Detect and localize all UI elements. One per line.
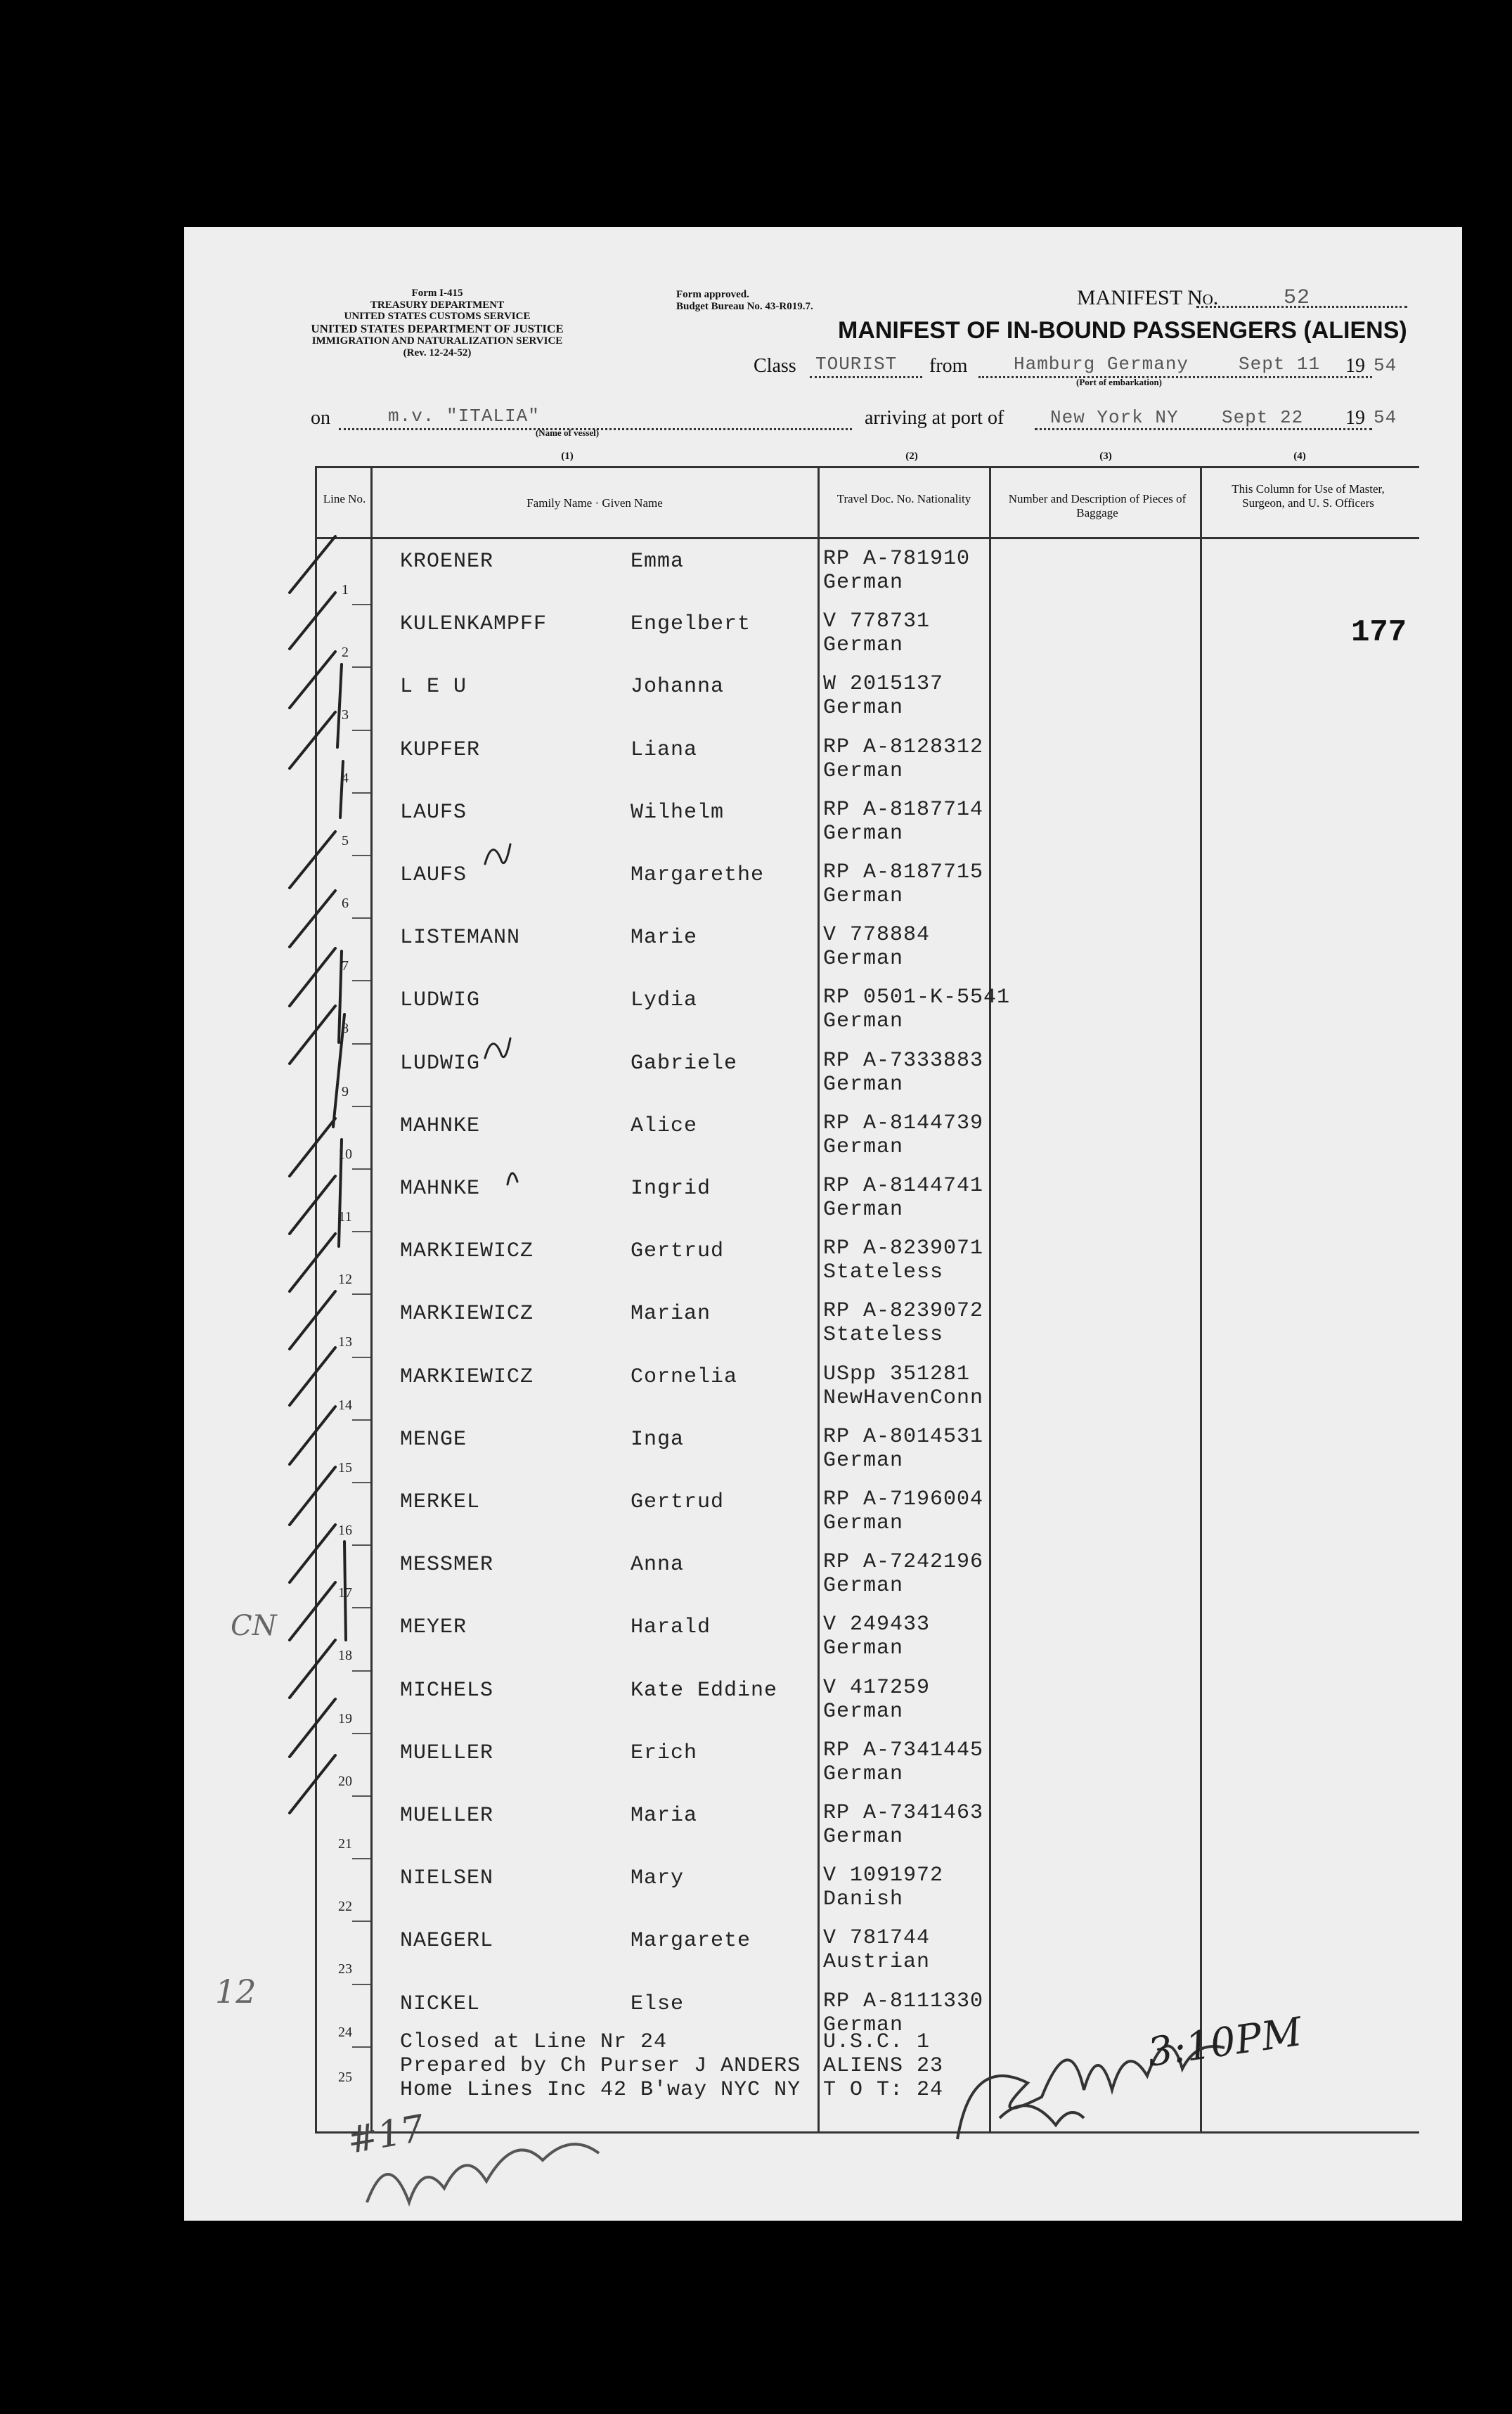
line-number: 3 [342,707,349,723]
vessel-name: m.v. "ITALIA" [388,406,540,427]
line-number: 7 [342,958,349,974]
nationality: German [823,1699,904,1724]
family-name: MICHELS [400,1678,494,1703]
nationality: German [823,947,904,972]
approved-text: Form approved. [676,289,749,300]
given-name: Kate Eddine [631,1678,778,1703]
footer-usc: U.S.C. 1 [823,2030,931,2054]
line-number: 15 [338,1459,352,1476]
col-num-2: (2) [905,451,918,462]
year1-value: 54 [1374,355,1397,376]
family-name: MARKIEWICZ [400,1364,534,1389]
year1-prefix: 19 [1345,355,1365,377]
nationality: German [823,1825,904,1849]
nationality: Stateless [823,1323,944,1348]
manifest-no-label: MANIFEST No. [1077,286,1219,309]
given-name: Wilhelm [631,800,725,825]
given-name: Johanna [631,675,725,699]
dept-justice: UNITED STATES DEPARTMENT OF JUSTICE [311,321,564,335]
line-number: 22 [338,1899,352,1915]
family-name: L E U [400,675,467,699]
given-name: Gabriele [631,1051,738,1076]
family-name: MENGE [400,1427,467,1452]
year2-value: 54 [1374,407,1397,428]
family-name: MARKIEWICZ [400,1239,534,1264]
line-number: 24 [338,2024,352,2040]
class-label: Class [754,355,796,377]
line-number: 6 [342,896,349,911]
budget-text: Budget Bureau No. 43-R019.7. [676,300,813,312]
travel-doc-number: W 2015137 [823,672,944,697]
from-value: Hamburg Germany [1014,354,1189,375]
footer-closed: Closed at Line Nr 24 [400,2030,668,2054]
nationality: German [823,1072,904,1097]
given-name: Margarete [631,1929,751,1954]
footer-company: Home Lines Inc 42 B'way NYC NY [400,2078,801,2102]
footer-prepared: Prepared by Ch Purser J ANDERS [400,2054,801,2078]
travel-doc-number: RP A-8144739 [823,1111,984,1135]
nationality: German [823,696,904,721]
dept-customs: UNITED STATES CUSTOMS SERVICE [344,311,531,322]
travel-doc-number: RP A-7333883 [823,1048,984,1073]
travel-doc-number: RP A-8111330 [823,1989,984,2013]
line-number: 14 [338,1397,352,1413]
given-name: Margarethe [631,863,765,887]
from-label: from [929,355,968,377]
travel-doc-number: RP A-8144741 [823,1174,984,1198]
header-line-no: Line No. [323,492,366,505]
given-name: Harald [631,1615,711,1640]
line-number: 19 [338,1710,352,1726]
given-name: Gertrud [631,1239,725,1264]
on-label: on [311,407,330,429]
given-name: Anna [631,1553,685,1577]
travel-doc-number: RP A-7341463 [823,1801,984,1825]
margin-note-cn: CN [231,1610,277,1642]
travel-doc-number: V 778884 [823,923,931,948]
family-name: MAHNKE [400,1177,481,1201]
family-name: KUPFER [400,737,481,762]
handwritten-marks [184,227,1462,2221]
given-name: Maria [631,1804,698,1828]
nationality: NewHavenConn [823,1386,984,1410]
class-value: TOURIST [815,354,898,375]
nationality: Stateless [823,1260,944,1285]
nationality: Austrian [823,1950,931,1975]
line-number: 13 [338,1334,352,1350]
vessel-caption: (Name of vessel) [535,427,600,438]
nationality: German [823,821,904,846]
travel-doc-number: RP A-7341445 [823,1738,984,1762]
travel-doc-number: RP A-781910 [823,547,971,571]
arrive-port: New York NY [1050,407,1179,428]
travel-doc-number: RP A-7242196 [823,1550,984,1575]
given-name: Emma [631,550,685,574]
header-name: Family Name · Given Name [526,496,663,510]
travel-doc-number: RP A-8187714 [823,797,984,822]
given-name: Alice [631,1114,698,1138]
line-number: 21 [338,1836,352,1852]
header-baggage: Number and Description of Pieces of Baggage [1008,492,1187,519]
travel-doc-number: V 778731 [823,609,931,634]
nationality: German [823,1198,904,1222]
line-number: 20 [338,1773,352,1789]
nationality: German [823,884,904,908]
nationality: German [823,1511,904,1535]
nationality: Danish [823,1887,904,1912]
nationality: German [823,2013,904,2037]
nationality: German [823,759,904,783]
travel-doc-number: V 781744 [823,1926,931,1951]
given-name: Ingrid [631,1177,711,1201]
travel-doc-number: USpp 351281 [823,1362,971,1386]
signature-time: 3:10PM [1144,2008,1305,2077]
family-name: LUDWIG [400,1051,481,1076]
form-revision: (Rev. 12-24-52) [403,347,472,359]
bottom-left-scribble [360,2118,655,2223]
family-name: LAUFS [400,863,467,887]
manifest-no-value: 52 [1284,286,1311,310]
col-num-3: (3) [1099,451,1112,462]
travel-doc-number: RP A-8128312 [823,735,984,759]
line-number: 23 [338,1961,352,1977]
col-num-1: (1) [561,451,574,462]
given-name: Gertrud [631,1490,725,1514]
line-number: 5 [342,832,349,848]
line-number: 10 [338,1146,352,1162]
line-number: 9 [342,1083,349,1099]
line-number: 1 [342,582,349,598]
margin-note-number: 12 [215,1973,257,2010]
travel-doc-number: RP 0501-K-5541 [823,986,1011,1010]
from-caption: (Port of embarkation) [1075,377,1163,387]
given-name: Lydia [631,988,698,1013]
family-name: MARKIEWICZ [400,1302,534,1327]
arriving-label: arriving at port of [865,407,1004,429]
depart-date: Sept 11 [1239,354,1321,375]
family-name: NIELSEN [400,1866,494,1891]
line-number: 11 [338,1209,352,1225]
given-name: Else [631,1992,685,2016]
line-number: 4 [342,770,349,786]
dept-treasury: TREASURY DEPARTMENT [370,299,505,311]
line-number: 18 [338,1648,352,1664]
travel-doc-number: V 249433 [823,1613,931,1637]
nationality: German [823,1762,904,1786]
arrive-date: Sept 22 [1222,407,1304,428]
family-name: MAHNKE [400,1114,481,1138]
bottom-left-note: #17 [344,2107,428,2163]
family-name: MESSMER [400,1553,494,1577]
nationality: German [823,1637,904,1661]
header-doc: Travel Doc. No. Nationality [836,492,971,505]
nationality: German [823,571,904,595]
header-officers: This Column for Use of Master, Surgeon, and U. S. Officers [1232,482,1385,510]
nationality: German [823,1135,904,1159]
nationality: German [823,633,904,658]
line-number: 17 [338,1585,352,1601]
line-number: 8 [342,1021,349,1037]
family-name: NAEGERL [400,1929,494,1954]
nationality: German [823,1448,904,1473]
given-name: Mary [631,1866,685,1891]
travel-doc-number: V 417259 [823,1675,931,1700]
travel-doc-number: RP A-8239072 [823,1299,984,1324]
given-name: Cornelia [631,1364,738,1389]
dept-ins: IMMIGRATION AND NATURALIZATION SERVICE [311,335,563,347]
nationality: German [823,1574,904,1599]
given-name: Marian [631,1302,711,1327]
footer-aliens: ALIENS 23 [823,2054,944,2078]
line-number: 16 [338,1523,352,1538]
family-name: LAUFS [400,800,467,825]
footer-total: T O T: 24 [823,2078,944,2102]
family-name: NICKEL [400,1992,481,2016]
family-name: KROENER [400,550,494,574]
family-name: MERKEL [400,1490,481,1514]
travel-doc-number: RP A-8187715 [823,860,984,884]
family-name: MUELLER [400,1804,494,1828]
page-title: MANIFEST OF IN-BOUND PASSENGERS (ALIENS) [838,317,1407,344]
line-number: 25 [338,2070,352,2085]
stamp-number: 177 [1351,615,1407,650]
given-name: Engelbert [631,612,751,637]
family-name: KULENKAMPFF [400,612,548,637]
family-name: MUELLER [400,1741,494,1765]
line-number: 12 [338,1272,352,1288]
travel-doc-number: RP A-8239071 [823,1237,984,1261]
manifest-page [184,227,1462,2221]
given-name: Liana [631,737,698,762]
family-name: LUDWIG [400,988,481,1013]
travel-doc-number: RP A-7196004 [823,1487,984,1511]
form-number: Form I-415 [411,288,463,299]
nationality: German [823,1009,904,1034]
given-name: Erich [631,1741,698,1765]
line-number: 2 [342,645,349,661]
given-name: Inga [631,1427,685,1452]
family-name: MEYER [400,1615,467,1640]
travel-doc-number: RP A-8014531 [823,1424,984,1449]
travel-doc-number: V 1091972 [823,1864,944,1888]
family-name: LISTEMANN [400,926,521,950]
year2-prefix: 19 [1345,407,1365,429]
col-num-4: (4) [1293,451,1306,462]
given-name: Marie [631,926,698,950]
